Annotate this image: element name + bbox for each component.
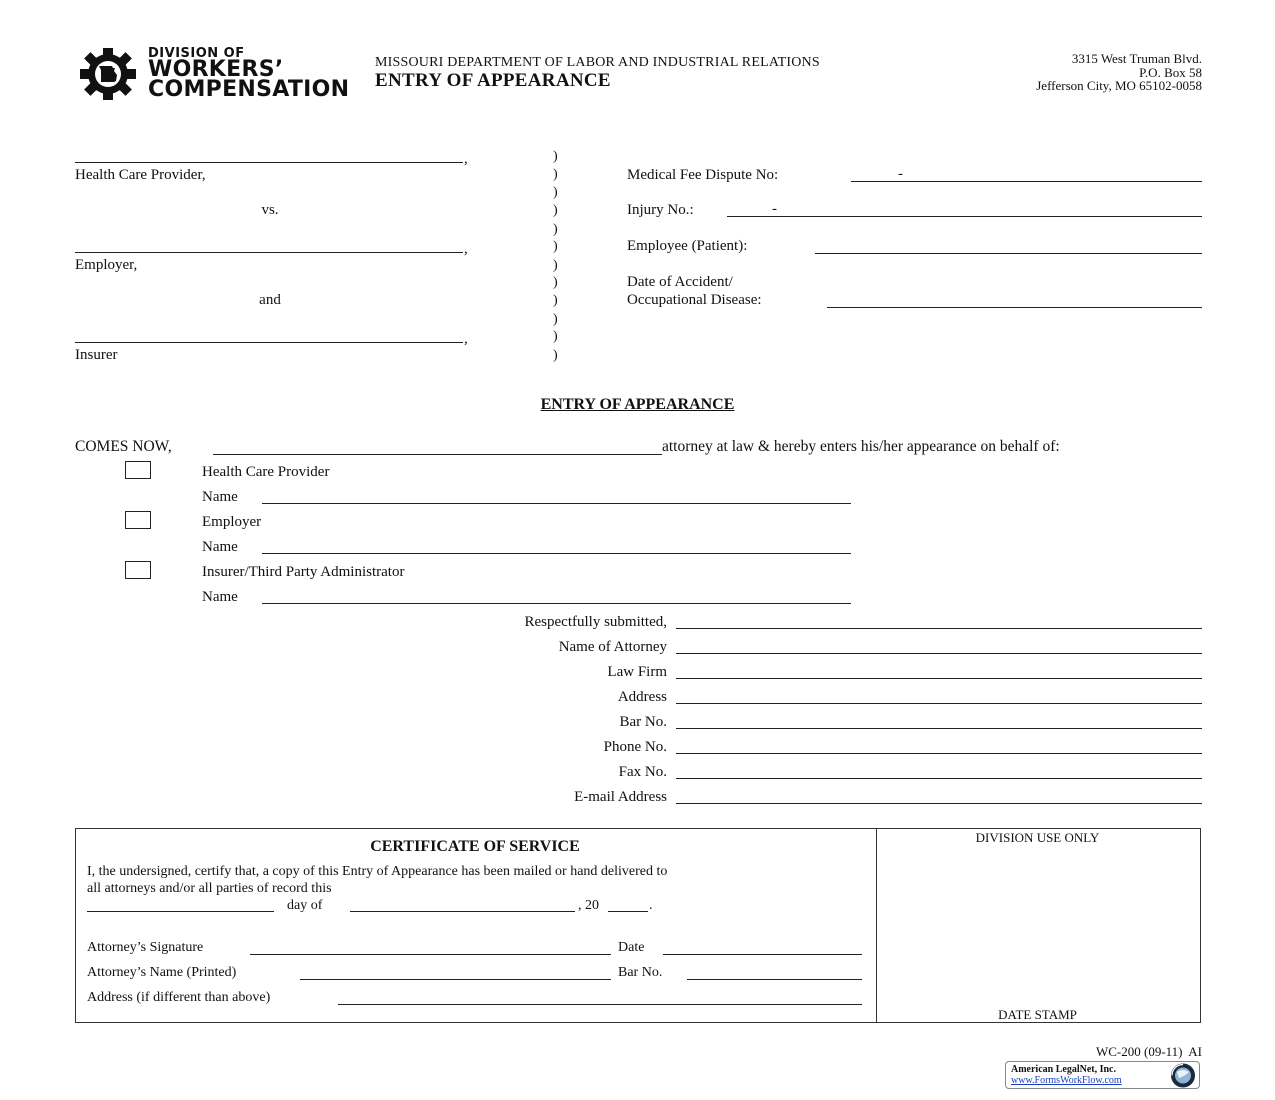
address-label: Address — [617, 689, 667, 705]
attorney-name-printed-field[interactable] — [300, 979, 611, 980]
health-care-provider-field[interactable] — [75, 162, 463, 163]
form-title: ENTRY OF APPEARANCE — [375, 70, 611, 91]
name-of-attorney-label: Name of Attorney — [558, 639, 667, 655]
date-label: Date — [618, 940, 645, 955]
address-field[interactable] — [676, 703, 1202, 704]
date-field[interactable] — [663, 954, 862, 955]
caption-paren: ) — [553, 258, 558, 273]
law-firm-field[interactable] — [676, 678, 1202, 679]
date-of-accident-label-1: Date of Accident/ — [627, 274, 733, 290]
insurer-tpa-checkbox[interactable] — [125, 561, 151, 579]
employee-patient-field[interactable] — [815, 253, 1202, 254]
medical-fee-dispute-field[interactable] — [851, 181, 1202, 182]
email-address-label: E-mail Address — [574, 789, 667, 805]
bar-no-label: Bar No. — [619, 714, 667, 730]
attorney-name-field[interactable] — [213, 454, 662, 455]
injury-no-label: Injury No.: — [627, 202, 694, 218]
gear-missouri-icon — [74, 48, 142, 100]
insurer-field[interactable] — [75, 342, 463, 343]
phone-no-label: Phone No. — [603, 739, 667, 755]
period: . — [649, 898, 653, 913]
employee-patient-label: Employee (Patient): — [627, 238, 748, 254]
cert-bar-no-field[interactable] — [687, 979, 862, 980]
caption-paren: ) — [553, 203, 558, 218]
department-name: MISSOURI DEPARTMENT OF LABOR AND INDUSTRIAL RELATIONS — [375, 55, 820, 70]
caption-paren: ) — [553, 348, 558, 363]
address-line-2: P.O. Box 58 — [1139, 64, 1202, 80]
logo-line-1: DIVISION OF — [148, 46, 245, 61]
attorney-name-printed-label: Attorney’s Name (Printed) — [87, 965, 237, 980]
injury-no-value: - — [772, 201, 777, 217]
service-year-field[interactable] — [608, 911, 648, 912]
fax-no-field[interactable] — [676, 778, 1202, 779]
heading-text: ENTRY OF APPEARANCE — [540, 396, 735, 413]
medical-fee-dispute-label: Medical Fee Dispute No: — [627, 167, 779, 183]
health-care-provider-label: Health Care Provider, — [75, 167, 206, 183]
logo-wordmark — [148, 47, 349, 100]
respectfully-submitted-label: Respectfully submitted, — [524, 614, 667, 630]
day-of-label: day of — [287, 898, 323, 913]
attorney-statement: attorney at law & hereby enters his/her appearance on behalf of: — [662, 438, 1060, 455]
employer-name-label: Name — [202, 539, 238, 555]
address-line-1: 3315 West Truman Blvd. — [1071, 51, 1202, 66]
publisher-link[interactable]: www.FormsWorkFlow.com — [1011, 1075, 1122, 1086]
date-of-accident-field[interactable] — [827, 307, 1202, 308]
phone-no-field[interactable] — [676, 753, 1202, 754]
law-firm-label: Law Firm — [607, 664, 667, 680]
mailing-address — [1036, 52, 1202, 93]
globe-icon — [1167, 1062, 1197, 1089]
signature-field[interactable] — [676, 628, 1202, 629]
certificate-body-line-1: I, the undersigned, certify that, a copy of this Entry of Appearance has been mailed or hand delivered to — [87, 864, 668, 879]
insurer-tpa-name-field[interactable] — [262, 603, 851, 604]
name-of-attorney-field[interactable] — [676, 653, 1202, 654]
date-of-accident-label-2: Occupational Disease: — [627, 292, 762, 308]
health-care-provider-name-label: Name — [202, 489, 238, 505]
insurer-tpa-option-label: Insurer/Third Party Administrator — [202, 564, 405, 580]
certificate-title: CERTIFICATE OF SERVICE — [370, 838, 580, 855]
employer-field[interactable] — [75, 252, 463, 253]
caption-paren: ) — [553, 222, 558, 237]
employer-option-label: Employer — [202, 514, 262, 530]
division-use-only-box — [875, 828, 1201, 1023]
insurer-tpa-name-label: Name — [202, 589, 238, 605]
employer-checkbox[interactable] — [125, 511, 151, 529]
health-care-provider-checkbox[interactable] — [125, 461, 151, 479]
comes-now-label: COMES NOW, — [75, 438, 172, 455]
bar-no-field[interactable] — [676, 728, 1202, 729]
division-use-only-label: DIVISION USE ONLY — [975, 830, 1100, 845]
year-prefix: , 20 — [578, 898, 599, 913]
caption-paren: ) — [553, 185, 558, 200]
logo-line-2: WORKERS’ — [148, 57, 284, 82]
comma: , — [464, 331, 468, 347]
cert-bar-no-label: Bar No. — [618, 965, 663, 980]
caption-paren: ) — [553, 275, 558, 290]
address-line-3: Jefferson City, MO 65102-0058 — [1036, 78, 1202, 93]
employer-name-field[interactable] — [262, 553, 851, 554]
email-address-field[interactable] — [676, 803, 1202, 804]
certificate-body-line-2: all attorneys and/or all parties of record this — [87, 881, 332, 896]
and-label: and — [259, 292, 281, 308]
date-stamp-label: DATE STAMP — [998, 1007, 1077, 1022]
caption-paren: ) — [553, 312, 558, 327]
publisher-name: American LegalNet, Inc. — [1011, 1064, 1116, 1075]
address-if-different-label: Address (if different than above) — [87, 990, 271, 1005]
caption-paren: ) — [553, 329, 558, 344]
health-care-provider-name-field[interactable] — [262, 503, 851, 504]
attorney-signature-field[interactable] — [250, 954, 611, 955]
employer-label: Employer, — [75, 257, 138, 273]
injury-no-field[interactable] — [727, 216, 1202, 217]
comma: , — [464, 151, 468, 167]
caption-paren: ) — [553, 149, 558, 164]
attorney-signature-label: Attorney’s Signature — [87, 940, 204, 955]
medical-fee-dispute-value: - — [898, 166, 903, 182]
service-day-field[interactable] — [87, 911, 274, 912]
fax-no-label: Fax No. — [618, 764, 667, 780]
publisher-badge[interactable] — [1005, 1061, 1200, 1089]
caption-paren: ) — [553, 293, 558, 308]
address-if-different-field[interactable] — [338, 1004, 862, 1005]
service-month-field[interactable] — [350, 911, 575, 912]
health-care-provider-option-label: Health Care Provider — [202, 464, 330, 480]
caption-paren: ) — [553, 239, 558, 254]
vs-label: vs. — [261, 202, 279, 218]
logo-line-3: COMPENSATION — [148, 77, 350, 102]
caption-paren: ) — [553, 167, 558, 182]
entry-of-appearance-heading — [0, 396, 1275, 414]
comma: , — [464, 241, 468, 257]
insurer-label: Insurer — [75, 347, 118, 363]
form-number: WC-200 (09-11) AI — [1095, 1044, 1202, 1059]
